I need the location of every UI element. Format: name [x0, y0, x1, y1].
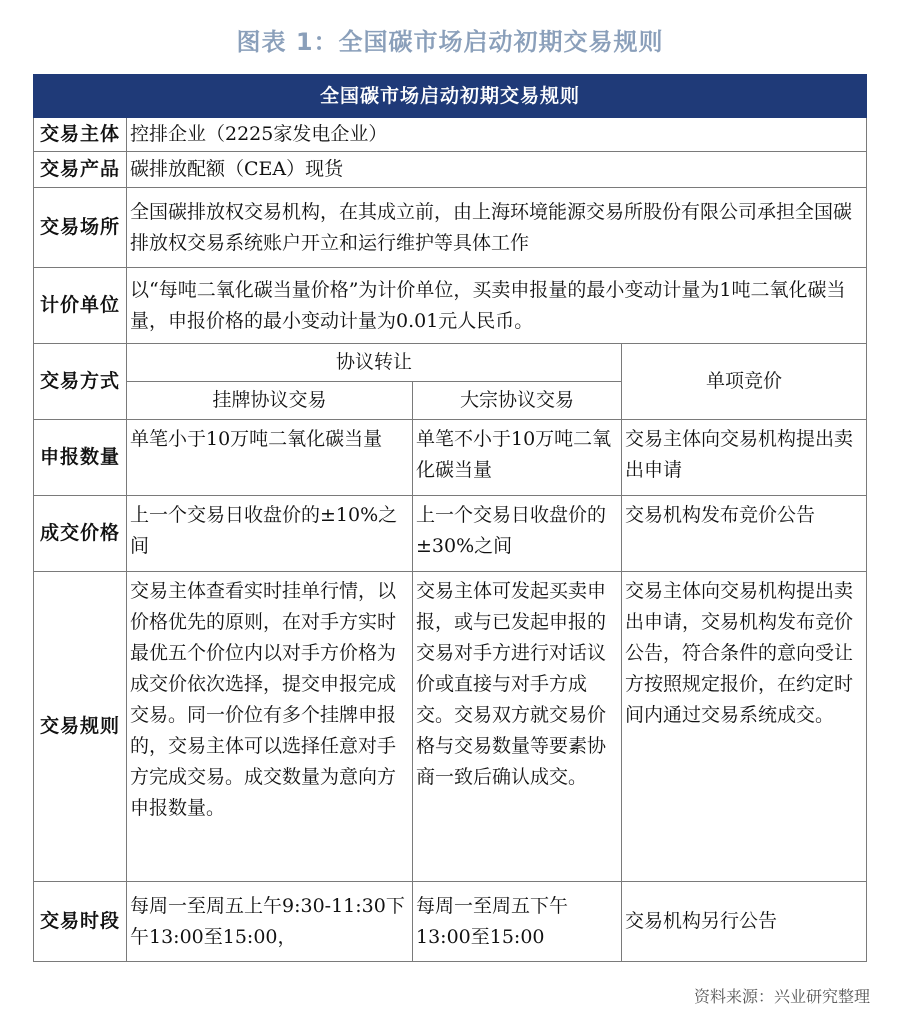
- row-label-hours: 交易时段: [34, 882, 127, 962]
- quantity-bulk: 单笔不小于10万吨二氧化碳当量: [413, 420, 622, 496]
- figure-title: 图表 1：全国碳市场启动初期交易规则: [236, 28, 664, 56]
- row-label-price: 成交价格: [34, 496, 127, 572]
- row-label-pricing: 计价单位: [34, 268, 127, 344]
- product-value: 碳排放配额（CEA）现货: [127, 152, 867, 188]
- quantity-listing: 单笔小于10万吨二氧化碳当量: [127, 420, 413, 496]
- subject-value: 控排企业（2225家发电企业）: [127, 118, 867, 152]
- hours-listing: 每周一至周五上午9:30-11:30下午13:00至15:00，: [127, 882, 413, 962]
- price-listing: 上一个交易日收盘价的±10%之间: [127, 496, 413, 572]
- mode-listing: 挂牌协议交易: [127, 382, 413, 420]
- row-label-quantity: 申报数量: [34, 420, 127, 496]
- hours-auction: 交易机构另行公告: [622, 882, 867, 962]
- mode-bulk: 大宗协议交易: [413, 382, 622, 420]
- hours-bulk: 每周一至周五下午13:00至15:00: [413, 882, 622, 962]
- row-label-product: 交易产品: [34, 152, 127, 188]
- price-bulk: 上一个交易日收盘价的±30%之间: [413, 496, 622, 572]
- mode-agreement: 协议转让: [127, 344, 622, 382]
- rules-bulk: 交易主体可发起买卖申报，或与已发起申报的交易对手方进行对话议价或直接与对手方成交。交易双方就交易价格与交易数量等要素协商一致后确认成交。: [413, 572, 622, 882]
- row-label-subject: 交易主体: [34, 118, 127, 152]
- quantity-auction: 交易主体向交易机构提出卖出申请: [622, 420, 867, 496]
- pricing-value: 以“每吨二氧化碳当量价格”为计价单位，买卖申报量的最小变动计量为1吨二氧化碳当量，申报价格的最小变动计量为0.01元人民币。: [127, 268, 867, 344]
- row-label-venue: 交易场所: [34, 188, 127, 268]
- rules-listing: 交易主体查看实时挂单行情，以价格优先的原则，在对手方实时最优五个价位内以对手方价格为成交价依次选择，提交申报完成交易。同一价位有多个挂牌申报的，交易主体可以选择任意对手方完成交易。成交数量为意向方申报数量。: [127, 572, 413, 882]
- row-label-rules: 交易规则: [34, 572, 127, 882]
- table-header: 全国碳市场启动初期交易规则: [34, 75, 867, 118]
- source-note: 资料来源：兴业研究整理: [693, 987, 870, 1006]
- venue-value: 全国碳排放权交易机构，在其成立前，由上海环境能源交易所股份有限公司承担全国碳排放权交易系统账户开立和运行维护等具体工作: [127, 188, 867, 268]
- trading-rules-table: [33, 74, 867, 962]
- row-label-mode: 交易方式: [34, 344, 127, 420]
- price-auction: 交易机构发布竞价公告: [622, 496, 867, 572]
- rules-auction: 交易主体向交易机构提出卖出申请，交易机构发布竞价公告，符合条件的意向受让方按照规定报价，在约定时间内通过交易系统成交。: [622, 572, 867, 882]
- mode-auction: 单项竞价: [622, 344, 867, 420]
